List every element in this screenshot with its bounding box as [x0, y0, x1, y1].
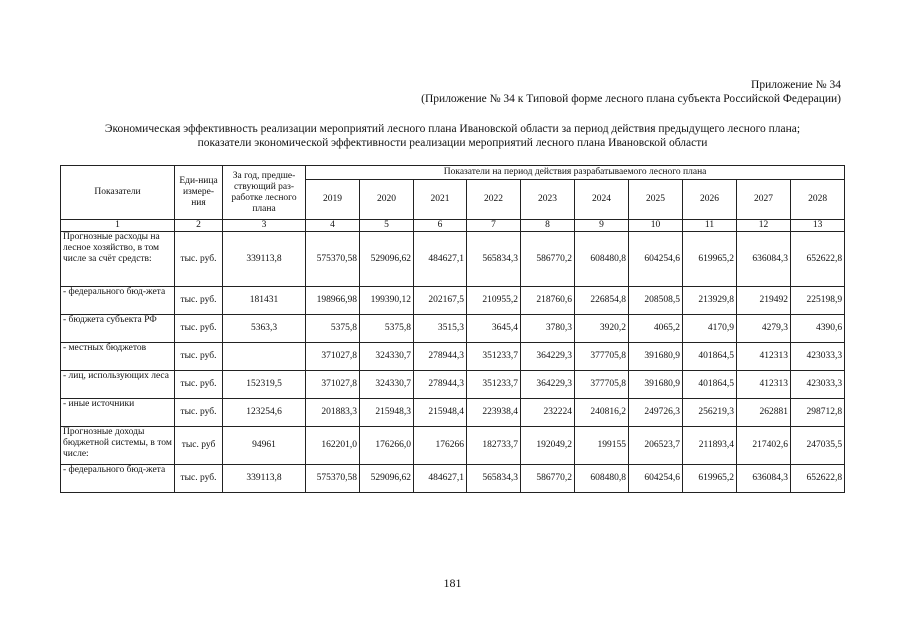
- column-number: 2: [175, 220, 223, 232]
- value-cell: 351233,7: [467, 343, 521, 371]
- value-cell: 652622,8: [791, 232, 845, 287]
- value-cell: 371027,8: [306, 343, 360, 371]
- document-title: [0, 122, 905, 150]
- header-year: 2021: [414, 180, 467, 220]
- value-cell: 182733,7: [467, 427, 521, 465]
- value-cell: 278944,3: [414, 371, 467, 399]
- table-row: [61, 465, 845, 493]
- value-cell: 3920,2: [575, 315, 629, 343]
- value-cell: 604254,6: [629, 232, 683, 287]
- value-cell: 3645,4: [467, 315, 521, 343]
- value-cell: 4065,2: [629, 315, 683, 343]
- indicator-cell: - местных бюджетов: [61, 343, 175, 371]
- column-number: 3: [223, 220, 306, 232]
- header-year: 2028: [791, 180, 845, 220]
- value-cell: 565834,3: [467, 232, 521, 287]
- value-cell: 324330,7: [360, 343, 414, 371]
- unit-cell: тыс. руб.: [175, 343, 223, 371]
- value-cell: 176266: [414, 427, 467, 465]
- indicator-cell: - бюджета субъекта РФ: [61, 315, 175, 343]
- value-cell: 377705,8: [575, 371, 629, 399]
- unit-cell: тыс. руб.: [175, 399, 223, 427]
- value-cell: 298712,8: [791, 399, 845, 427]
- column-number: 7: [467, 220, 521, 232]
- header-year: 2023: [521, 180, 575, 220]
- column-number: 9: [575, 220, 629, 232]
- unit-cell: тыс. руб.: [175, 315, 223, 343]
- value-cell: 199390,12: [360, 287, 414, 315]
- indicator-cell: - иные источники: [61, 399, 175, 427]
- value-cell: 223938,4: [467, 399, 521, 427]
- column-number: 1: [61, 220, 175, 232]
- column-number: 4: [306, 220, 360, 232]
- value-cell: 652622,8: [791, 465, 845, 493]
- value-cell: 423033,3: [791, 343, 845, 371]
- table-row: [61, 287, 845, 315]
- value-cell: 219492: [737, 287, 791, 315]
- value-cell: 364229,3: [521, 371, 575, 399]
- header-year: 2025: [629, 180, 683, 220]
- value-cell: 636084,3: [737, 465, 791, 493]
- prev-year-cell: 339113,8: [223, 465, 306, 493]
- value-cell: 401864,5: [683, 371, 737, 399]
- value-cell: 278944,3: [414, 343, 467, 371]
- value-cell: 215948,3: [360, 399, 414, 427]
- value-cell: 412313: [737, 371, 791, 399]
- value-cell: 176266,0: [360, 427, 414, 465]
- value-cell: 484627,1: [414, 232, 467, 287]
- unit-cell: тыс. руб.: [175, 232, 223, 287]
- value-cell: 256219,3: [683, 399, 737, 427]
- column-number: 13: [791, 220, 845, 232]
- value-cell: 247035,5: [791, 427, 845, 465]
- header-year: 2024: [575, 180, 629, 220]
- page-number: 181: [443, 576, 462, 590]
- value-cell: 192049,2: [521, 427, 575, 465]
- value-cell: 202167,5: [414, 287, 467, 315]
- value-cell: 3780,3: [521, 315, 575, 343]
- indicator-cell: Прогнозные расходы на лесное хозяйство, в том числе за счёт средств:: [61, 232, 175, 287]
- indicator-cell: - федерального бюд-жета: [61, 287, 175, 315]
- value-cell: 586770,2: [521, 465, 575, 493]
- header-period: Показатели на период действия разрабатываемого лесного плана: [306, 166, 845, 180]
- value-cell: 619965,2: [683, 465, 737, 493]
- column-number: 8: [521, 220, 575, 232]
- unit-cell: тыс. руб.: [175, 371, 223, 399]
- value-cell: 215948,4: [414, 399, 467, 427]
- value-cell: 619965,2: [683, 232, 737, 287]
- value-cell: 4390,6: [791, 315, 845, 343]
- title-line-2: показатели экономической эффективности реализации мероприятий лесного плана Ивановской области: [197, 137, 708, 149]
- value-cell: 529096,62: [360, 465, 414, 493]
- value-cell: 218760,6: [521, 287, 575, 315]
- prev-year-cell: 94961: [223, 427, 306, 465]
- value-cell: 377705,8: [575, 343, 629, 371]
- prev-year-cell: 339113,8: [223, 232, 306, 287]
- header-year: 2027: [737, 180, 791, 220]
- value-cell: 240816,2: [575, 399, 629, 427]
- value-cell: 423033,3: [791, 371, 845, 399]
- column-number: 6: [414, 220, 467, 232]
- unit-cell: тыс. руб: [175, 427, 223, 465]
- value-cell: 608480,8: [575, 465, 629, 493]
- value-cell: 529096,62: [360, 232, 414, 287]
- value-cell: 206523,7: [629, 427, 683, 465]
- header-indicators: Показатели: [61, 166, 175, 220]
- value-cell: 262881: [737, 399, 791, 427]
- appendix-subtitle: (Приложение № 34 к Типовой форме лесного плана субъекта Российской Федерации): [421, 93, 841, 105]
- value-cell: 351233,7: [467, 371, 521, 399]
- table-row: [61, 399, 845, 427]
- header-year: 2026: [683, 180, 737, 220]
- appendix-title: Приложение № 34: [751, 79, 841, 91]
- value-cell: 371027,8: [306, 371, 360, 399]
- efficiency-table: [60, 165, 845, 493]
- value-cell: 226854,8: [575, 287, 629, 315]
- header-year: 2019: [306, 180, 360, 220]
- indicator-cell: - лиц, использующих леса: [61, 371, 175, 399]
- header-year: 2020: [360, 180, 414, 220]
- value-cell: 391680,9: [629, 371, 683, 399]
- value-cell: 211893,4: [683, 427, 737, 465]
- value-cell: 249726,3: [629, 399, 683, 427]
- value-cell: 401864,5: [683, 343, 737, 371]
- value-cell: 484627,1: [414, 465, 467, 493]
- value-cell: 208508,5: [629, 287, 683, 315]
- value-cell: 575370,58: [306, 232, 360, 287]
- indicator-cell: - федерального бюд-жета: [61, 465, 175, 493]
- value-cell: 565834,3: [467, 465, 521, 493]
- header-unit: Еди-ница измере-ния: [175, 166, 223, 220]
- header-prev-year: За год, предше-ствующий раз-работке лесного плана: [223, 166, 306, 220]
- value-cell: 162201,0: [306, 427, 360, 465]
- column-number: 11: [683, 220, 737, 232]
- value-cell: 636084,3: [737, 232, 791, 287]
- value-cell: 225198,9: [791, 287, 845, 315]
- table-row: [61, 427, 845, 465]
- table-row: [61, 232, 845, 287]
- value-cell: 391680,9: [629, 343, 683, 371]
- value-cell: 575370,58: [306, 465, 360, 493]
- unit-cell: тыс. руб.: [175, 287, 223, 315]
- table-row: [61, 371, 845, 399]
- value-cell: 198966,98: [306, 287, 360, 315]
- prev-year-cell: 181431: [223, 287, 306, 315]
- value-cell: 232224: [521, 399, 575, 427]
- value-cell: 199155: [575, 427, 629, 465]
- title-line-1: Экономическая эффективность реализации мероприятий лесного плана Ивановской области за период действия предыдущего лесного плана;: [104, 123, 801, 135]
- value-cell: 201883,3: [306, 399, 360, 427]
- column-number: 5: [360, 220, 414, 232]
- table-row: [61, 315, 845, 343]
- value-cell: 4170,9: [683, 315, 737, 343]
- appendix-header: [421, 78, 841, 106]
- table-row: [61, 343, 845, 371]
- value-cell: 4279,3: [737, 315, 791, 343]
- value-cell: 3515,3: [414, 315, 467, 343]
- prev-year-cell: 123254,6: [223, 399, 306, 427]
- value-cell: 586770,2: [521, 232, 575, 287]
- value-cell: 213929,8: [683, 287, 737, 315]
- value-cell: 608480,8: [575, 232, 629, 287]
- column-number: 10: [629, 220, 683, 232]
- value-cell: 217402,6: [737, 427, 791, 465]
- prev-year-cell: 5363,3: [223, 315, 306, 343]
- value-cell: 412313: [737, 343, 791, 371]
- indicator-cell: Прогнозные доходы бюджетной системы, в том числе:: [61, 427, 175, 465]
- unit-cell: тыс. руб.: [175, 465, 223, 493]
- value-cell: 210955,2: [467, 287, 521, 315]
- value-cell: 324330,7: [360, 371, 414, 399]
- value-cell: 5375,8: [306, 315, 360, 343]
- column-number: 12: [737, 220, 791, 232]
- header-year: 2022: [467, 180, 521, 220]
- value-cell: 5375,8: [360, 315, 414, 343]
- prev-year-cell: [223, 343, 306, 371]
- value-cell: 604254,6: [629, 465, 683, 493]
- value-cell: 364229,3: [521, 343, 575, 371]
- prev-year-cell: 152319,5: [223, 371, 306, 399]
